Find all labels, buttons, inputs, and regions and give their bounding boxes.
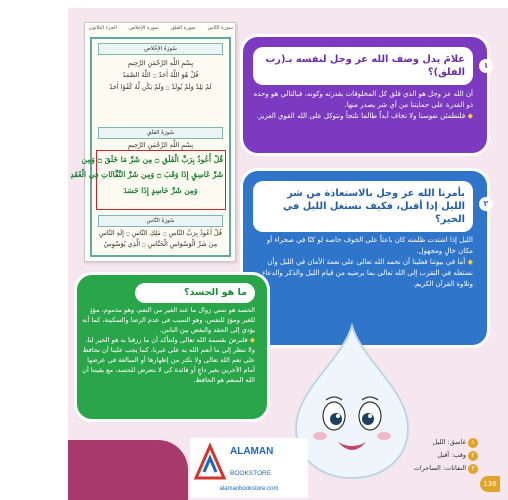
bullet-icon: ◆ <box>247 336 255 344</box>
mushaf-header <box>85 23 237 35</box>
mushaf-header-2: سورة الفلق <box>170 25 196 31</box>
ayah-line-highlighted: شَرِّ غَاسِقٍ إِذَا وَقَبَ ۝ وَمِن شَرِّ النَّفَّاثَاتِ فِي الْعُقَدِ <box>70 170 223 179</box>
decorative-strip <box>68 440 188 500</box>
alaman-logo-icon <box>192 442 228 482</box>
ayah-line-highlighted: وَمِن شَرِّ حَاسِدٍ إِذَا حَسَدَ <box>123 186 198 195</box>
mushaf-header-1: سورة النّاس <box>207 25 233 31</box>
ayah-line-highlighted: قُلْ أَعُوذُ بِرَبِّ الْفَلَقِ ۝ مِن شَرِّ مَا خَلَقَ ۝ وَمِن <box>81 155 223 164</box>
card-body <box>79 305 255 385</box>
ayah-line: مِن شَرِّ الْوَسْوَاسِ الْخَنَّاسِ ۝ الَّذِي يُوَسْوِسُ <box>103 240 218 248</box>
vocab-item <box>408 436 478 449</box>
bookstore-logo <box>190 438 308 498</box>
card-title: علامَ يدل وصف الله عز وجل لنفسه بـ(رب الفلق)؟ <box>253 47 473 85</box>
sura-title-ikhlas: سُورَةُ الإخْلاصِ <box>98 43 223 55</box>
card-title: ما هو الحسد؟ <box>135 283 255 303</box>
card-body <box>251 235 473 290</box>
card-paragraph: الليل إذا اشتدت ظلمته كان باعثاً على الخوف خاصة لو كنّا في صحراء أو مكان خالٍ ومجهول. <box>266 236 473 255</box>
mushaf-header-4: الجزء الثلاثون <box>89 25 117 31</box>
question-card-3 <box>74 272 270 422</box>
mushaf-frame <box>70 37 231 257</box>
card-paragraph <box>251 257 473 290</box>
logo-title: ALAMAN <box>230 446 274 457</box>
card-body <box>251 89 473 122</box>
mushaf-page <box>70 22 236 262</box>
vocab-number: ٣ <box>468 464 478 474</box>
vocab-text: وقب: أقبل <box>437 451 466 459</box>
page-number: 136 <box>480 476 500 492</box>
logo-subtitle: BOOKSTORE <box>230 470 272 477</box>
card-paragraph-text: فلتطمئن نفوسنا ولا تخاف أبداً طالما نلتجأ ونتوكل على الله القوي العزيز. <box>256 112 466 120</box>
mushaf-header-3: سورة الإخلاص <box>128 25 159 31</box>
vocab-number: ١ <box>468 438 478 448</box>
vocab-text: غاسق: الليل <box>432 438 466 446</box>
vocab-text: النفاثات: الساحرات <box>413 464 466 472</box>
card-paragraph-text: أما في بيوتنا فعلينا أن نحمد الله تعالى على نعمة الأمان في الليل وأن نستغله في التقرب إلى الله تعالى بما يرضيه من قيام الليل والذكر والدعاء وتلاوة القرآن الكريم. <box>262 258 473 288</box>
ayah-line: بِسْمِ اللَّهِ الرَّحْمَنِ الرَّحِيمِ <box>127 141 194 149</box>
card-number-badge: ٢ <box>479 197 493 211</box>
ayah-line: لَمْ يَلِدْ وَلَمْ يُولَدْ ۝ وَلَمْ يَكُن لَّهُ كُفُوًا أَحَدٌ <box>109 83 212 91</box>
sura-title-falaq: سُورَةُ الفَلَقِ <box>98 127 223 139</box>
ayah-line: قُلْ أَعُوذُ بِرَبِّ النَّاسِ ۝ مَلِكِ النَّاسِ ۝ إِلَهِ النَّاسِ <box>98 229 223 237</box>
logo-url: alamanbookstore.com <box>219 486 279 492</box>
sura-title-nas: سُورَةُ النَّاسِ <box>98 215 223 227</box>
vocab-item <box>408 449 478 462</box>
ayah-line: بِسْمِ اللَّهِ الرَّحْمَنِ الرَّحِيمِ <box>127 59 194 67</box>
card-paragraph: أن الله عز وجل هو الذي فلق كل المخلوقات بقدرته وكونه، فبالتالي هو وحده ذو القدرة على حمايتنا من أي شر يصدر منها. <box>253 90 473 109</box>
vocabulary-list <box>408 436 478 492</box>
card-title: بأمرنا الله عز وجل بالاستعاذة من شر الليل إذا أقبل، فكيف نستغل الليل في الخير؟ <box>253 181 473 232</box>
card-paragraph-text: فلنرضَ بقسمة الله تعالى ولنتأكد أن ما رزقنا به هو الخير لنا، ولا ننظر إلى ما أنعم الله به على غيرنا، كما يجب علينا أن نحافظ على نعم الله تعالى ولا نكثر من إظهارها أو المبالغة في عرضها أمام الآخرين بغير داعٍ أو فائدة كي لا نتعرض للحسد، مع يقيننا أن الله المنعم هو الحافظ. <box>82 336 255 384</box>
question-card-1 <box>240 34 490 156</box>
card-paragraph: الحسد هو تمني زوال ما عند الغير من النعم، وهو مذموم، مؤذٍ للغير ومؤذٍ للنفس، وهو السبب في عدم الرضا والسكينة، كما أنه يؤدي إلى الحقد والبغض بين الناس. <box>82 306 255 334</box>
vocab-number: ٢ <box>468 451 478 461</box>
card-paragraph <box>251 111 473 122</box>
card-number-badge: ١ <box>479 59 493 73</box>
bullet-icon: ◆ <box>465 112 473 120</box>
ayah-line: قُلْ هُوَ اللَّهُ أَحَدٌ ۝ اللَّهُ الصَّمَدُ <box>122 71 199 79</box>
card-paragraph <box>79 335 255 385</box>
vocab-item <box>408 462 478 475</box>
bullet-icon: ◆ <box>465 258 473 266</box>
